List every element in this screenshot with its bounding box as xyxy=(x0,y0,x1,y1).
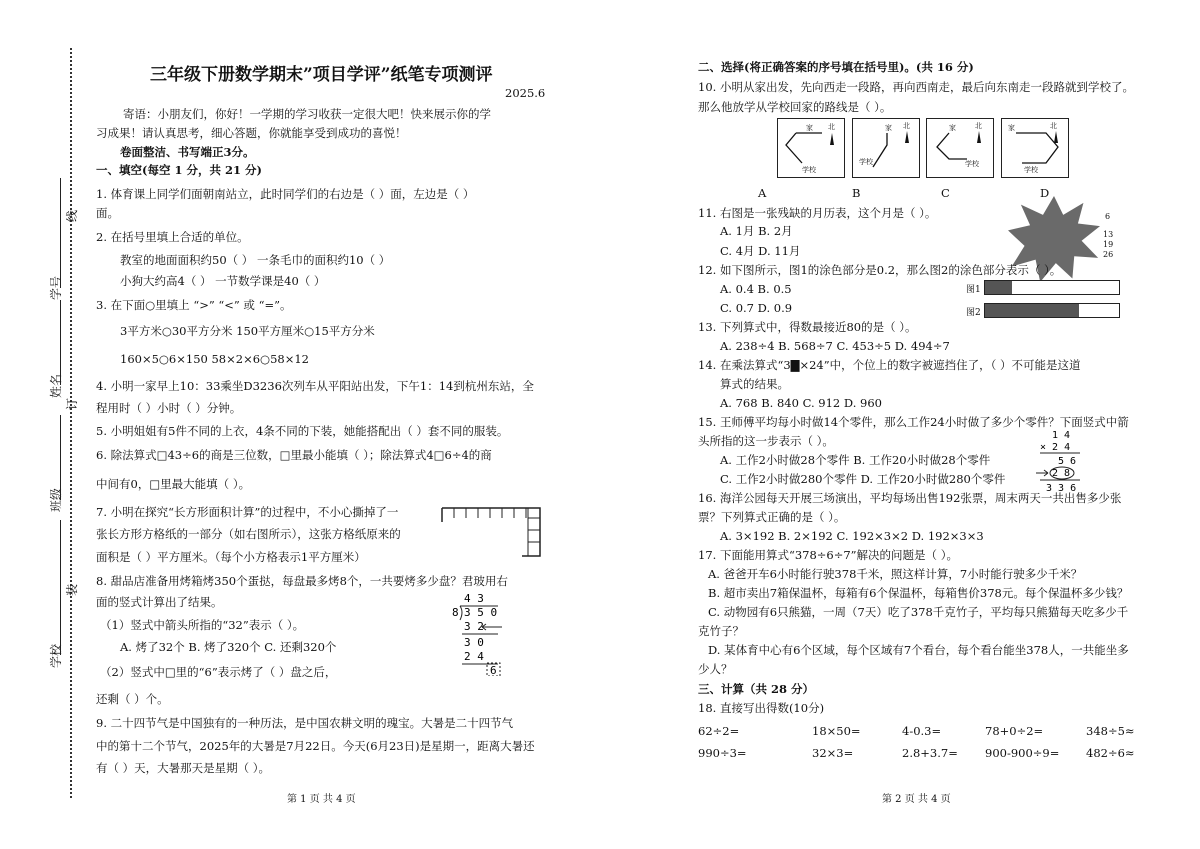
calc-item: 482÷6≈ xyxy=(1086,746,1135,760)
question-text: C. 4月 D. 11月 xyxy=(720,244,801,258)
question-text: A. 工作2小时做28个零件 B. 工作20小时做28个零件 xyxy=(720,453,991,467)
route-map-d xyxy=(1001,118,1069,178)
route-map-c xyxy=(926,118,994,178)
question-text: 5. 小明姐姐有5件不同的上衣，4条不同的下装，她能搭配出（ ）套不同的服装。 xyxy=(96,424,509,438)
question-text: 8. 甜品店准备用烤箱烤350个蛋挞，每盘最多烤8个，一共要烤多少盘？君玻用右 xyxy=(96,574,508,588)
question-text: 小狗大约高4（ ） 一节数学课是40（ ） xyxy=(120,274,326,288)
division-step-30: 3 0 xyxy=(464,636,484,649)
mult-factor-b: × 2 4 xyxy=(1040,442,1071,453)
section-3-heading: 三、计算（共 28 分） xyxy=(698,682,815,696)
question-text: 10. 小明从家出发，先向西走一段路，再向西南走，最后向东南走一段路就到学校了。 xyxy=(698,80,1134,94)
question-text: 6. 除法算式□43÷6的商是三位数，□里最小能填（ ）；除法算式4□6÷4的商 xyxy=(96,448,492,462)
question-text: 还剩（ ）个。 xyxy=(96,692,169,706)
question-text: A. 烤了32个 B. 烤了320个 C. 还剩320个 xyxy=(120,640,337,654)
question-text: 头所指的这一步表示（ ）。 xyxy=(698,434,834,448)
question-text: 算式的结果。 xyxy=(720,377,789,391)
map-home-label: 家 xyxy=(885,124,892,132)
calc-item: 4-0.3= xyxy=(902,724,942,738)
map-home-label: 家 xyxy=(949,124,956,132)
question-text: 4. 小明一家早上10：33乘坐D3236次列车从平阳站出发，下午1：14到杭州东站，全 xyxy=(96,379,534,393)
question-text: 票？下列算式正确的是（ ）。 xyxy=(698,510,846,524)
option-label-d: D xyxy=(1040,186,1050,200)
question-text: 16. 海洋公园每天开展三场演出，平均每场出售192张票，周末两天一共出售多少张 xyxy=(698,491,1122,505)
question-text: 15. 王师傅平均每小时做14个零件，那么工作24小时做了多少个零件？下面竖式中箭 xyxy=(698,415,1129,429)
map-north-label: 北 xyxy=(828,123,835,131)
question-text: 克竹子？ xyxy=(698,624,744,638)
map-school-label: 学校 xyxy=(859,158,873,166)
division-remainder: 6 xyxy=(490,664,497,676)
question-text: 少人？ xyxy=(698,662,733,676)
gutter-label-class: 班级 xyxy=(49,487,63,512)
calc-item: 78+0÷2= xyxy=(985,724,1044,738)
question-text: 14. 在乘法算式“3▇×24”中，个位上的数字被遮挡住了，（ ）不可能是这道 xyxy=(698,358,1081,372)
student-number-field[interactable] xyxy=(60,178,61,288)
mult-partial-1: 5 6 xyxy=(1058,456,1077,467)
calc-item: 900-900÷9= xyxy=(985,746,1060,760)
long-division-figure xyxy=(452,590,522,676)
question-text: 3平方米○30平方分米 150平方厘米○15平方分米 xyxy=(120,324,375,338)
question-text: 13. 下列算式中，得数最接近80的是（ ）。 xyxy=(698,320,917,334)
intro-line-1: 寄语：小朋友们，你好！一学期的学习收获一定很大吧！快来展示你的学 xyxy=(123,107,491,121)
question-text: 中的第十二个节气，2025年的大暑是7月22日。今天(6月23日)是星期一，距离大暑还 xyxy=(96,739,535,753)
right-page xyxy=(600,0,1200,849)
map-home-label: 家 xyxy=(1008,124,1015,132)
question-text: A. 爸爸开车6小时能行驶378千米，照这样计算，7小时能行驶多少千米？ xyxy=(708,567,1083,581)
fig2-bar xyxy=(984,303,1120,318)
route-map-c-drawing xyxy=(927,119,993,177)
option-label-c: C xyxy=(941,186,950,200)
question-text: 中间有0，□里最大能填（ ）。 xyxy=(96,477,251,491)
division-divisor: 8 xyxy=(452,606,459,619)
gutter-label-student-number: 学号 xyxy=(49,275,63,300)
question-text: 有（ ）天，大暑那天是星期（ ）。 xyxy=(96,761,271,775)
gutter-label-line: 线 xyxy=(65,209,79,222)
question-text: 2. 在括号里填上合适的单位。 xyxy=(96,230,249,244)
calendar-number: 6 xyxy=(1105,212,1111,221)
gutter-label-school: 学校 xyxy=(49,643,63,668)
calc-item: 2.8+3.7= xyxy=(902,746,958,760)
division-quotient: 4 3 xyxy=(464,592,484,605)
question-text: A. 768 B. 840 C. 912 D. 960 xyxy=(720,396,882,410)
exam-title: 三年级下册数学期末”项目学评”纸笔专项测评 xyxy=(150,65,493,85)
calc-item: 990÷3= xyxy=(698,746,747,760)
gutter-label-zhuang: 装 xyxy=(65,583,79,596)
fig1-label: 图1 xyxy=(966,285,981,295)
mult-total: 3 3 6 xyxy=(1046,483,1077,494)
division-step-24: 2 4 xyxy=(464,650,484,663)
division-step-32: 3 2 xyxy=(464,620,484,633)
question-18: 18. 直接写出得数(10分) xyxy=(698,701,825,715)
mult-partial-2: 2 8 xyxy=(1052,468,1071,479)
question-text: C. 动物园有6只熊猫，一周（7天）吃了378千克竹子，平均每只熊猫每天吃多少千 xyxy=(708,605,1129,619)
fig2-label: 图2 xyxy=(966,308,981,318)
question-text: 张长方形方格纸的一部分（如右图所示），这张方格纸原来的 xyxy=(96,527,401,541)
binding-line xyxy=(70,48,72,798)
question-text: 面积是（ ）平方厘米。（每个小方格表示1平方厘米） xyxy=(96,550,366,564)
fig1-fill xyxy=(985,281,1012,294)
question-text: 3. 在下面○里填上 “>” “<” 或 “=”。 xyxy=(96,298,292,312)
section-1-heading: 一、填空(每空 1 分，共 21 分) xyxy=(96,163,262,177)
map-school-label: 学校 xyxy=(1024,166,1038,174)
question-text: C. 0.7 D. 0.9 xyxy=(720,301,793,315)
map-north-label: 北 xyxy=(975,122,982,130)
mult-factor-a: 1 4 xyxy=(1052,430,1071,441)
fig1-bar xyxy=(984,280,1120,295)
route-map-b xyxy=(852,118,920,178)
question-text: 7. 小明在探究“长方形面积计算”的过程中，不小心撕掉了一 xyxy=(96,505,399,519)
route-map-a xyxy=(777,118,845,178)
question-text: （1）竖式中箭头所指的“32”表示（ ）。 xyxy=(100,618,305,632)
question-text: A. 3×192 B. 2×192 C. 192×3×2 D. 192×3×3 xyxy=(720,529,984,543)
map-home-label: 家 xyxy=(806,124,813,132)
neatness-note: 卷面整洁、书写端正3分。 xyxy=(120,145,255,159)
question-text: 面的竖式计算出了结果。 xyxy=(96,595,223,609)
question-text: 那么他放学从学校回家的路线是（ ）。 xyxy=(698,100,892,114)
map-school-label: 学校 xyxy=(965,160,979,168)
question-text: 面。 xyxy=(96,206,119,220)
calendar-number: 13 xyxy=(1103,230,1114,239)
vertical-multiplication-figure xyxy=(1034,428,1090,494)
map-school-label: 学校 xyxy=(802,166,816,174)
calc-item: 348÷5≈ xyxy=(1086,724,1135,738)
question-text: 12. 如下图所示，图1的涂色部分是0.2，那么图2的涂色部分表示（ ）。 xyxy=(698,263,1062,277)
calendar-number: 19 xyxy=(1103,240,1114,249)
class-field[interactable] xyxy=(60,415,61,500)
question-text: D. 某体育中心有6个区域，每个区域有7个看台，每个看台能坐378人，一共能坐多 xyxy=(708,643,1129,657)
map-north-label: 北 xyxy=(903,122,910,130)
map-north-label: 北 xyxy=(1050,122,1057,130)
calc-item: 18×50= xyxy=(812,724,861,738)
exam-date: 2025.6 xyxy=(505,86,546,100)
question-text: 程用时（ ）小时（ ）分钟。 xyxy=(96,401,242,415)
question-text: A. 238÷4 B. 568÷7 C. 453÷5 D. 494÷7 xyxy=(720,339,950,353)
school-field[interactable] xyxy=(60,520,61,655)
question-text: 1. 体育课上同学们面朝南站立，此时同学们的右边是（ ）面，左边是（ ） xyxy=(96,187,475,201)
question-text: A. 0.4 B. 0.5 xyxy=(720,282,792,296)
calc-item: 62÷2= xyxy=(698,724,740,738)
question-text: 9. 二十四节气是中国独有的一种历法，是中国农耕文明的瑰宝。大暑是二十四节气 xyxy=(96,716,514,730)
calc-item: 32×3= xyxy=(812,746,854,760)
question-text: A. 1月 B. 2月 xyxy=(720,224,793,238)
gutter-label-name: 姓名 xyxy=(49,373,63,398)
option-label-a: A xyxy=(758,186,767,200)
name-field[interactable] xyxy=(60,300,61,385)
page-footer: 第 1 页 共 4 页 xyxy=(287,794,356,805)
fig2-fill xyxy=(985,304,1079,317)
gutter-label-ding: 订 xyxy=(65,397,79,410)
question-text: 160×5○6×150 58×2×6○58×12 xyxy=(120,352,309,366)
question-text: B. 超市卖出7箱保温杯，每箱有6个保温杯，每箱售价378元。每个保温杯多少钱？ xyxy=(708,586,1129,600)
division-dividend: 3 5 0 xyxy=(464,606,498,619)
question-text: （2）竖式中□里的“6”表示烤了（ ）盘之后， xyxy=(100,665,337,679)
question-text: C. 工作2小时做280个零件 D. 工作20小时做280个零件 xyxy=(720,472,1006,486)
torn-grid-paper-figure xyxy=(436,504,546,560)
page-footer: 第 2 页 共 4 页 xyxy=(882,794,951,805)
question-text: 教室的地面面积约50（ ） 一条毛巾的面积约10（ ） xyxy=(120,253,391,267)
calendar-number: 26 xyxy=(1103,250,1114,259)
option-label-b: B xyxy=(852,186,861,200)
question-text: 11. 右图是一张残缺的月历表，这个月是（ ）。 xyxy=(698,206,937,220)
section-2-heading: 二、选择(将正确答案的序号填在括号里)。(共 16 分) xyxy=(698,60,974,74)
intro-line-2: 习成果！请认真思考，细心答题，你就能享受到成功的喜悦！ xyxy=(96,126,407,140)
question-text: 17. 下面能用算式“378÷6÷7”解决的问题是（ ）。 xyxy=(698,548,958,562)
